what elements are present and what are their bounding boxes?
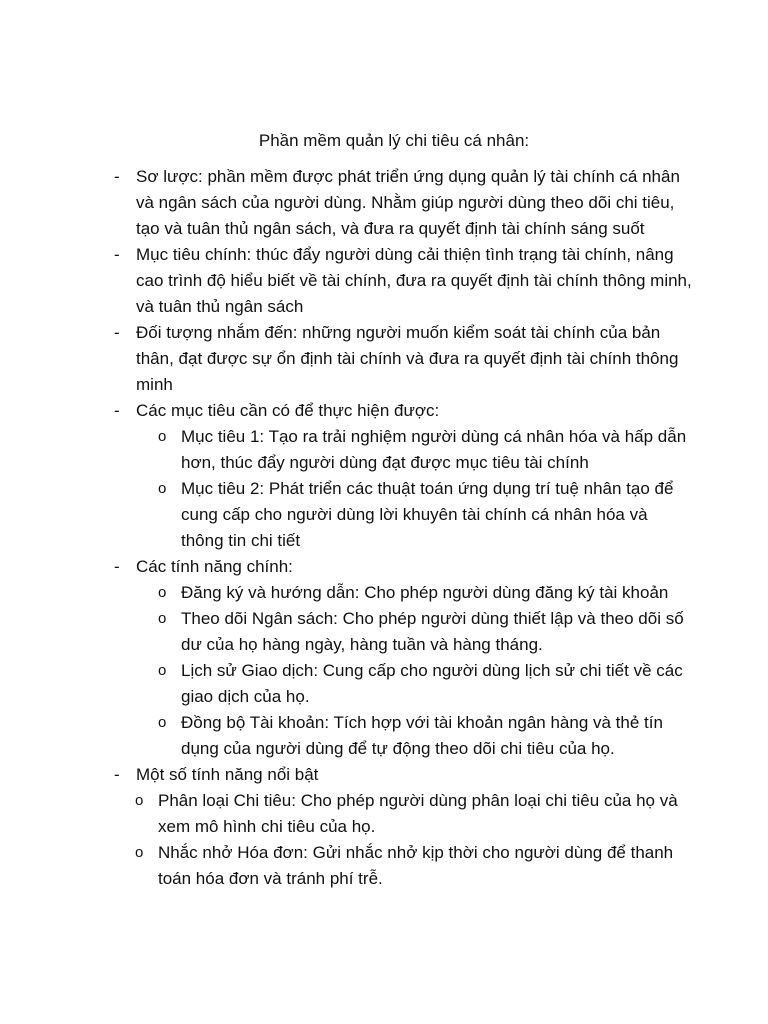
sub-list-item — [112, 580, 692, 606]
sub-list-item — [112, 424, 692, 476]
document-body — [112, 164, 692, 892]
circle-bullet: o — [158, 662, 167, 679]
dash-bullet: - — [114, 167, 120, 186]
circle-bullet: o — [135, 792, 144, 809]
dash-bullet: - — [114, 245, 120, 264]
list-item — [112, 320, 692, 398]
item-text: Đăng ký và hướng dẫn: Cho phép người dùng đăng ký tài khoản — [181, 583, 669, 602]
document-title: Phần mềm quản lý chi tiêu cá nhân: — [258, 131, 530, 150]
list-item — [112, 164, 692, 242]
item-text: Lịch sử Giao dịch: Cung cấp cho người dùng lịch sử chi tiết về các giao dịch của họ. — [181, 661, 683, 706]
sub-list-item — [112, 658, 692, 710]
sub-list-item — [112, 710, 692, 762]
dash-bullet: - — [114, 765, 120, 784]
circle-bullet: o — [158, 714, 167, 731]
item-text: Nhắc nhở Hóa đơn: Gửi nhắc nhở kịp thời cho người dùng để thanh toán hóa đơn và tránh phí trễ. — [158, 843, 674, 888]
item-text: Đồng bộ Tài khoản: Tích hợp với tài khoản ngân hàng và thẻ tín dụng của người dùng để tự động theo dõi chi tiêu của họ. — [181, 713, 663, 758]
circle-bullet: o — [158, 610, 167, 627]
item-text: Một số tính năng nổi bật — [136, 765, 319, 784]
item-text: Các mục tiêu cần có để thực hiện được: — [136, 401, 440, 420]
list-item — [112, 762, 692, 788]
dash-bullet: - — [114, 401, 120, 420]
sub-list-item — [112, 606, 692, 658]
circle-bullet: o — [158, 480, 167, 497]
sub-list-item — [112, 788, 692, 840]
sub-list-item — [112, 840, 692, 892]
list-item — [112, 398, 692, 424]
circle-bullet: o — [135, 844, 144, 861]
item-text: Mục tiêu 1: Tạo ra trải nghiệm người dùng cá nhân hóa và hấp dẫn hơn, thúc đẩy người dùng đạt được mục tiêu tài chính — [181, 427, 687, 472]
list-item — [112, 554, 692, 580]
list-item — [112, 242, 692, 320]
item-text: Mục tiêu 2: Phát triển các thuật toán ứng dụng trí tuệ nhân tạo để cung cấp cho người dùng lời khuyên tài chính cá nhân hóa và thông tin chi tiết — [181, 479, 674, 550]
sub-list-item — [112, 476, 692, 554]
dash-bullet: - — [114, 557, 120, 576]
item-text: Theo dõi Ngân sách: Cho phép người dùng thiết lập và theo dõi số dư của họ hàng ngày, hàng tuần và hàng tháng. — [181, 609, 684, 654]
item-text: Sơ lược: phần mềm được phát triển ứng dụng quản lý tài chính cá nhân và ngân sách của người dùng. Nhằm giúp người dùng theo dõi chi tiêu, tạo và tuân thủ ngân sách, và đưa ra quyết định tài chính sáng suốt — [136, 167, 680, 238]
item-text: Phân loại Chi tiêu: Cho phép người dùng phân loại chi tiêu của họ và xem mô hình chi tiêu của họ. — [158, 791, 678, 836]
item-text: Các tính năng chính: — [136, 557, 293, 576]
item-text: Đối tượng nhắm đến: những người muốn kiểm soát tài chính của bản thân, đạt được sự ổn định tài chính và đưa ra quyết định tài chính thông minh — [136, 323, 679, 394]
circle-bullet: o — [158, 428, 167, 445]
dash-bullet: - — [114, 323, 120, 342]
item-text: Mục tiêu chính: thúc đẩy người dùng cải thiện tình trạng tài chính, nâng cao trình độ hiểu biết về tài chính, đưa ra quyết định tài chính thông minh, và tuân thủ ngân sách — [136, 245, 692, 316]
circle-bullet: o — [158, 584, 167, 601]
